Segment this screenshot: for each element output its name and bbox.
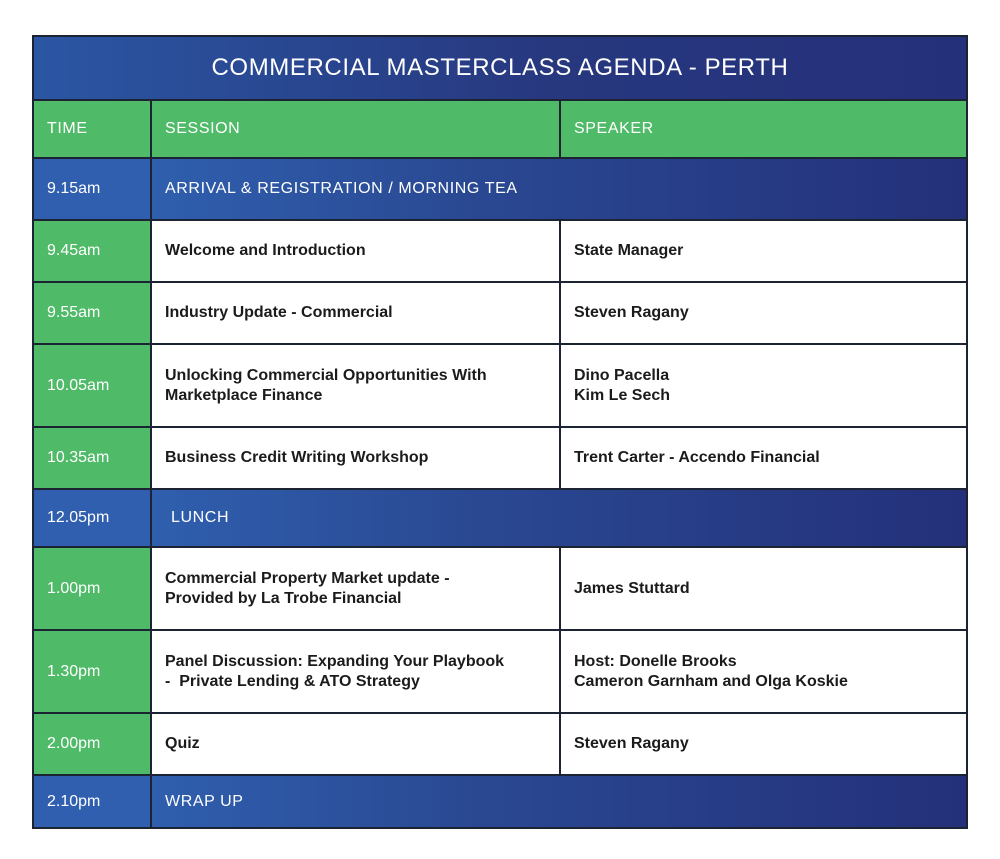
- session-title: [152, 714, 559, 774]
- session-speaker: [561, 345, 966, 426]
- band-label: ARRIVAL & REGISTRATION / MORNING TEA: [152, 159, 966, 219]
- session-title-line: Business Credit Writing Workshop: [165, 449, 429, 466]
- session-title-line: Provided by La Trobe Financial: [165, 589, 402, 607]
- session-speaker: [561, 631, 966, 712]
- band-time: 2.10pm: [34, 776, 150, 827]
- session-title-line: Welcome and Introduction: [165, 242, 366, 259]
- session-title-line: Marketplace Finance: [165, 386, 323, 404]
- session-time: 9.45am: [34, 221, 150, 281]
- agenda-title: COMMERCIAL MASTERCLASS AGENDA - PERTH: [34, 37, 966, 99]
- session-title: [152, 428, 559, 488]
- session-title-line: - Private Lending & ATO Strategy: [165, 672, 420, 690]
- session-title-line: Industry Update - Commercial: [165, 304, 393, 321]
- band-time: 12.05pm: [34, 490, 150, 546]
- session-title: [152, 221, 559, 281]
- speaker-name-line: Trent Carter - Accendo Financial: [574, 449, 820, 466]
- speaker-name-line: Steven Ragany: [574, 735, 689, 752]
- band-label: LUNCH: [152, 490, 966, 546]
- session-title-line: Unlocking Commercial Opportunities With: [165, 366, 487, 384]
- session-speaker: [561, 428, 966, 488]
- session-title-line: Commercial Property Market update -: [165, 569, 450, 587]
- session-title-line: Panel Discussion: Expanding Your Playbook: [165, 652, 505, 670]
- session-title: [152, 283, 559, 343]
- session-speaker: [561, 548, 966, 629]
- session-time: 10.35am: [34, 428, 150, 488]
- agenda-table: [32, 35, 968, 829]
- speaker-name-line: James Stuttard: [574, 579, 690, 597]
- session-speaker: [561, 221, 966, 281]
- speaker-name-line: Steven Ragany: [574, 304, 689, 321]
- session-time: 9.55am: [34, 283, 150, 343]
- session-title-line: Quiz: [165, 735, 200, 752]
- header-session: SESSION: [152, 101, 559, 157]
- session-time: 10.05am: [34, 345, 150, 426]
- speaker-name-line: Cameron Garnham and Olga Koskie: [574, 672, 848, 690]
- session-title: [152, 631, 559, 712]
- header-speaker: SPEAKER: [561, 101, 966, 157]
- speaker-name-line: Dino Pacella: [574, 366, 670, 384]
- session-time: 2.00pm: [34, 714, 150, 774]
- header-time: TIME: [34, 101, 150, 157]
- session-title: [152, 548, 559, 629]
- session-speaker: [561, 714, 966, 774]
- speaker-name-line: Host: Donelle Brooks: [574, 652, 737, 670]
- session-time: 1.30pm: [34, 631, 150, 712]
- speaker-name-line: Kim Le Sech: [574, 386, 671, 404]
- session-title: [152, 345, 559, 426]
- session-time: 1.00pm: [34, 548, 150, 629]
- speaker-name-line: State Manager: [574, 242, 684, 259]
- session-speaker: [561, 283, 966, 343]
- band-time: 9.15am: [34, 159, 150, 219]
- band-label: WRAP UP: [152, 776, 966, 827]
